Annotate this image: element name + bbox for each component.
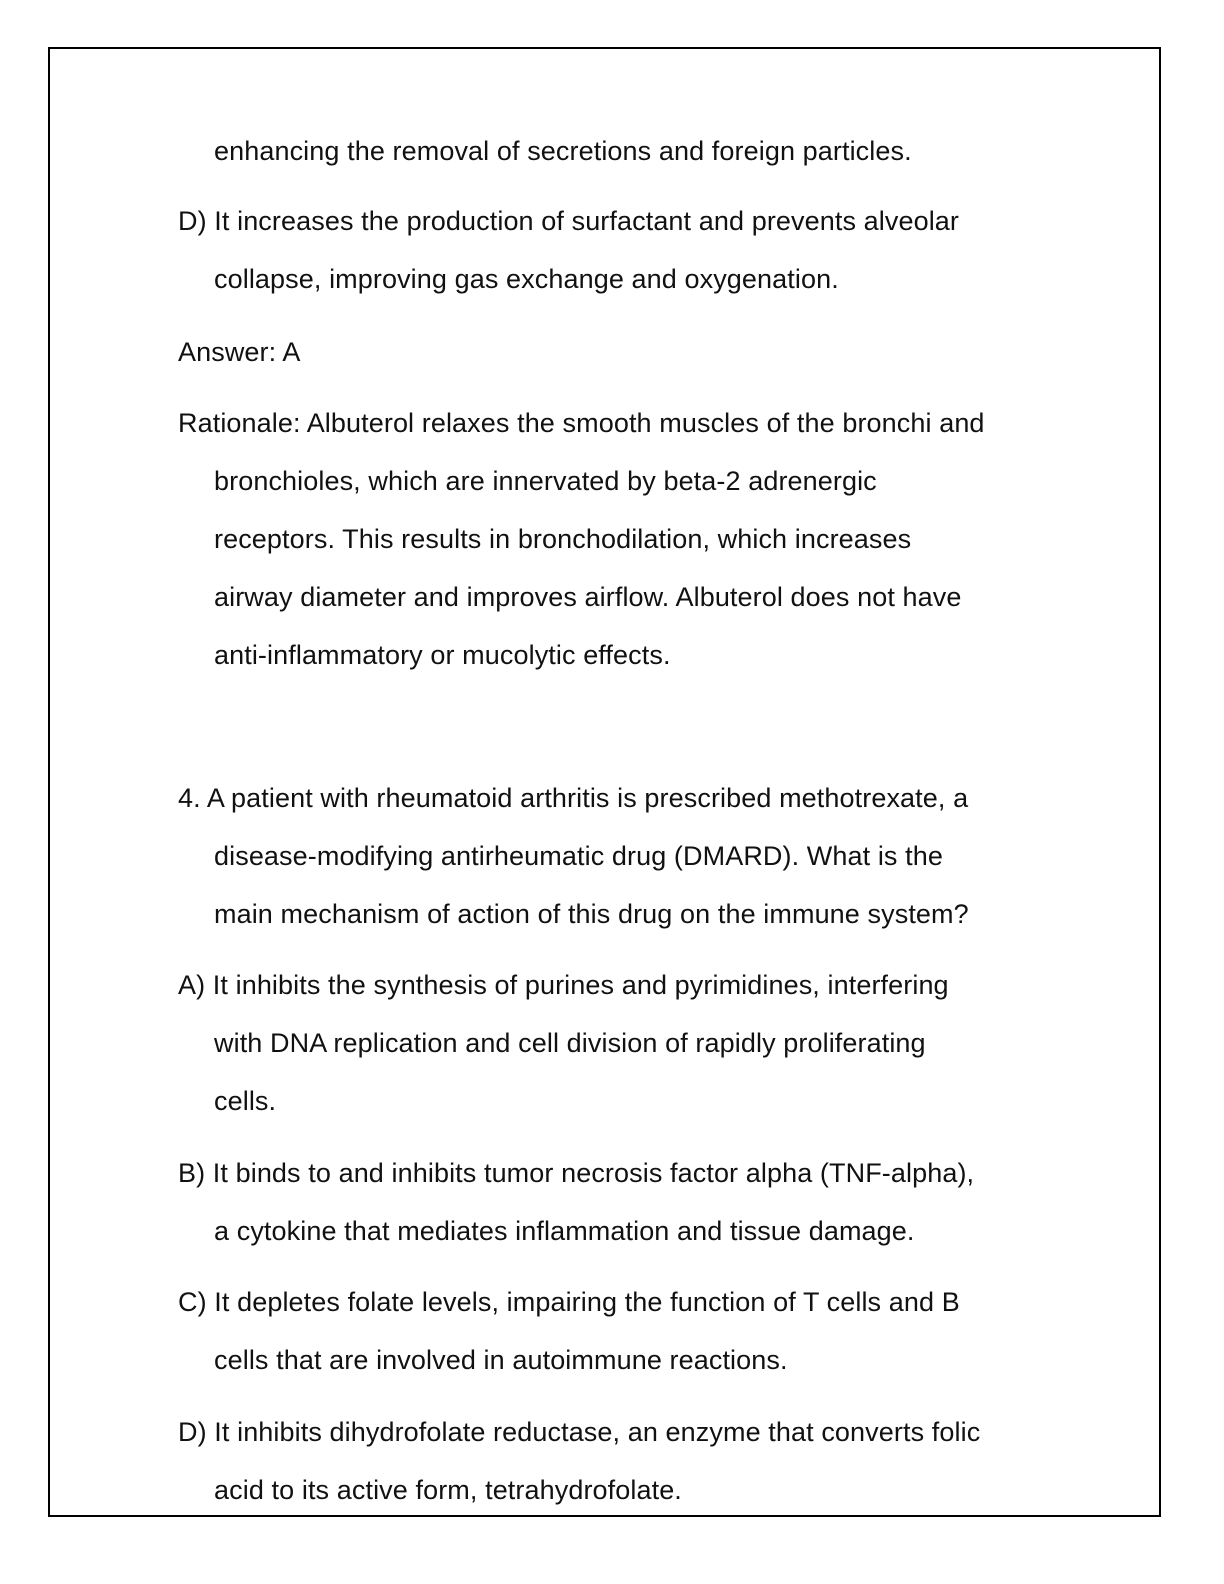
option-c-line-2: cells that are involved in autoimmune reactions. (214, 1345, 788, 1375)
option-a-line-1: A) It inhibits the synthesis of purines and pyrimidines, interfering (178, 970, 949, 1000)
question-4-line-3: main mechanism of action of this drug on the immune system? (214, 899, 969, 929)
previous-option-c-continuation: enhancing the removal of secretions and foreign particles. (214, 136, 912, 166)
rationale-line-1: Rationale: Albuterol relaxes the smooth muscles of the bronchi and (178, 408, 985, 438)
question-4-line-1: 4. A patient with rheumatoid arthritis is prescribed methotrexate, a (178, 783, 969, 813)
option-d-line-2: acid to its active form, tetrahydrofolate. (214, 1475, 682, 1505)
option-a-line-2: with DNA replication and cell division of rapidly proliferating (214, 1028, 926, 1058)
rationale-line-4: airway diameter and improves airflow. Albuterol does not have (214, 582, 962, 612)
option-b-line-1: B) It binds to and inhibits tumor necrosis factor alpha (TNF-alpha), (178, 1158, 975, 1188)
previous-option-d-line-1: D) It increases the production of surfactant and prevents alveolar (178, 206, 960, 236)
option-d-line-1: D) It inhibits dihydrofolate reductase, an enzyme that converts folic (178, 1417, 981, 1447)
rationale-line-2: bronchioles, which are innervated by beta-2 adrenergic (214, 466, 877, 496)
option-a-line-3: cells. (214, 1086, 277, 1116)
rationale-line-3: receptors. This results in bronchodilation, which increases (214, 524, 912, 554)
previous-option-d-line-2: collapse, improving gas exchange and oxygenation. (214, 264, 839, 294)
rationale-line-5: anti-inflammatory or mucolytic effects. (214, 640, 671, 670)
option-b-line-2: a cytokine that mediates inflammation and tissue damage. (214, 1216, 915, 1246)
question-4-line-2: disease-modifying antirheumatic drug (DMARD). What is the (214, 841, 943, 871)
answer-line: Answer: A (178, 337, 301, 367)
option-c-line-1: C) It depletes folate levels, impairing the function of T cells and B (178, 1287, 960, 1317)
